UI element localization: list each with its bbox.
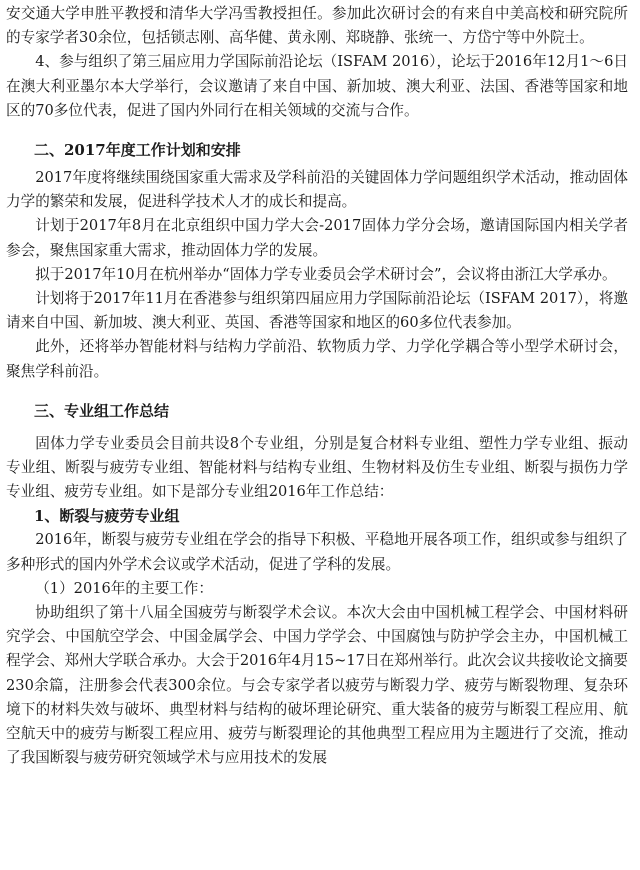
paragraph-isfam-2016: 4、参与组织了第三届应用力学国际前沿论坛（ISFAM 2016），论坛于2016年12月1～6日在澳大利亚墨尔本大学举行，会议邀请了来自中国、新加坡、澳大利亚、法国、香港等国家和地区的70多位代表，促进了国内外同行在相关领域的交流与合作。 — [6, 53, 628, 119]
paragraph-main-work-label: （1）2016年的主要工作： — [35, 579, 213, 597]
paragraph-2017-november: 计划将于2017年11月在香港参与组织第四届应用力学国际前沿论坛（ISFAM 2017），将邀请来自中国、新加坡、澳大利亚、英国、香港等国家和地区的60多位代表参加。 — [6, 290, 628, 332]
section-heading-2017-plan: 二、2017年度工作计划和安排 — [34, 141, 241, 160]
paragraph-2017-august: 计划于2017年8月在北京组织中国力学大会-2017固体力学分会场，邀请国际国内相关学者参会，聚焦国家重大需求，推动固体力学的发展。 — [6, 217, 628, 259]
paragraph-fracture-2016: 2016年，断裂与疲劳专业组在学会的指导下积极、平稳地开展各项工作，组织或参与组织了多种形式的国内外学术会议或学术活动，促进了学科的发展。 — [6, 531, 628, 573]
paragraph-2017-october: 拟于2017年10月在杭州举办“固体力学专业委员会学术研讨会”，会议将由浙江大学承办。 — [35, 265, 617, 283]
subsection-heading-fracture-fatigue: 1、断裂与疲劳专业组 — [34, 507, 180, 526]
paragraph-2017-other: 此外，还将举办智能材料与结构力学前沿、软物质力学、力学化学耦合等小型学术研讨会，聚焦学科前沿。 — [6, 338, 628, 380]
paragraph-groups-overview: 固体力学专业委员会目前共设8个专业组，分别是复合材料专业组、塑性力学专业组、振动专业组、断裂与疲劳专业组、智能材料与结构专业组、生物材料及仿生专业组、断裂与损伤力学专业组、疲劳专业组。如下是部分专业组2016年工作总结： — [6, 434, 628, 501]
section-heading-groups: 三、专业组工作总结 — [34, 401, 170, 420]
paragraph-seminar-participants: 安交通大学申胜平教授和清华大学冯雪教授担任。参加此次研讨会的有来自中美高校和研究院所的专家学者30余位，包括锁志刚、高华健、黄永刚、郑晓静、张统一、方岱宁等中外院士。 — [6, 5, 628, 47]
paragraph-fatigue-conference: 协助组织了第十八届全国疲劳与断裂学术会议。本次大会由中国机械工程学会、中国材料研究学会、中国航空学会、中国金属学会、中国力学学会、中国腐蚀与防护学会主办，中国机械工程学会、郑州大学联合承办。大会于2016年4月15~17日在郑州举行。此次会议共接收论文摘要230余篇，注册参会代表300余位。与会专家学者以疲劳与断裂力学、疲劳与断裂物理、复杂环境下的材料失效与破坏、典型材料与结构的破坏理论研究、重大装备的疲劳与断裂工程应用、航空航天中的疲劳与断裂工程应用、疲劳与断裂理论的其他典型工程应用为主题进行了交流，推动了我国断裂与疲劳研究领域学术与应用技术的发展 — [6, 604, 628, 767]
paragraph-2017-overview: 2017年度将继续围绕国家重大需求及学科前沿的关键固体力学问题组织学术活动，推动固体力学的繁荣和发展，促进科学技术人才的成长和提高。 — [6, 169, 628, 211]
